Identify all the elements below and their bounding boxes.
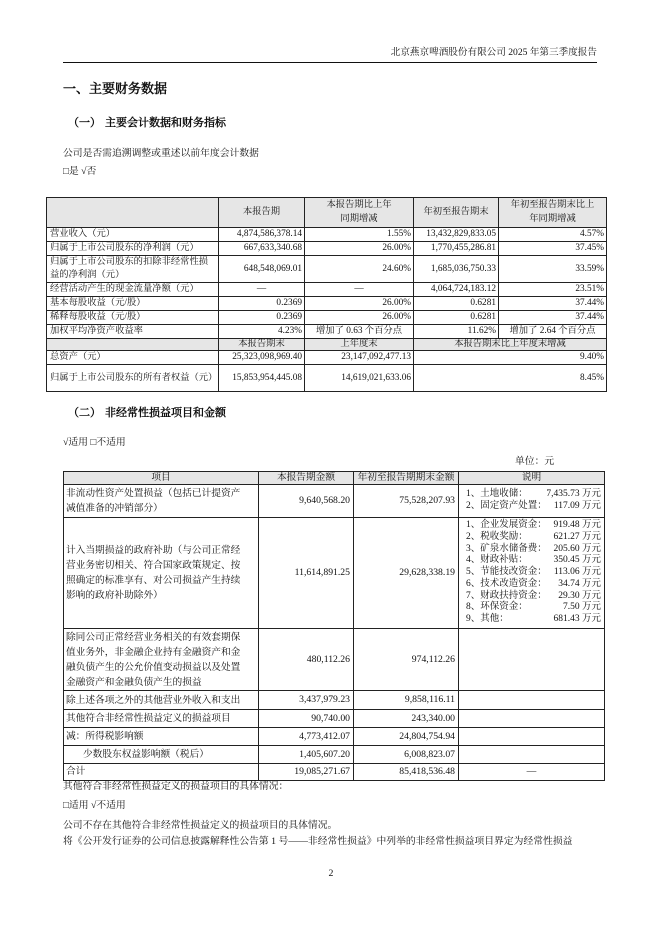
table-row [64,518,605,629]
table-row [47,256,607,283]
note-label: 2、税收奖励： [466,532,528,543]
other-items-applicability: □适用 √不适用 [63,800,126,811]
current-period-yoy: 24.60% [305,256,414,283]
current-period-value: 0.2369 [219,311,305,325]
header-current-amount: 本报告期金额 [259,472,354,485]
current-amount: 11,614,891.25 [259,518,354,629]
table-row [47,311,607,325]
restatement-question: 公司是否需追溯调整或重述以前年度会计数据 [63,148,259,159]
row-label [64,728,259,746]
row-label [47,351,219,365]
note-label: 8、环保资金： [466,602,528,613]
note-value: 34.74 万元 [558,578,601,589]
note-line [466,489,601,501]
current-period-value: 648,548,069.01 [219,256,305,283]
note-label: 1、企业发展资金： [466,520,547,531]
subsection-heading-2 [68,406,226,420]
note-line [466,591,601,603]
header-cell-blank [47,198,219,228]
current-amount: 3,437,979.23 [259,691,354,710]
table-row [64,746,605,764]
ytd-value: 11.62% [414,325,499,339]
key-financial-data-table [46,197,607,392]
note-cell [459,518,605,629]
header-cell-blank [47,339,219,351]
current-period-yoy: 26.00% [305,242,414,256]
header-text: 本报告期比上年同期增减 [326,200,392,224]
table-row [64,728,605,746]
note-label: 4、财政补贴： [466,555,528,566]
note-line [466,579,601,591]
row-label-text: 其他符合非经常性损益定义的损益项目 [66,713,231,724]
row-label-text: 经营活动产生的现金流量净额（元） [50,284,199,294]
total-label: 合计 [64,764,259,781]
ytd-amount: 75,528,207.93 [354,485,459,518]
row-label-text: 除上述各项之外的其他营业外收入和支出 [66,694,241,706]
page-number: 2 [328,868,334,879]
table-row [47,228,607,242]
row-label-text: 加权平均净资产收益率 [50,326,143,336]
note-cell [459,746,605,764]
header-item: 项目 [64,472,259,485]
row-label-text: 归属于上市公司股东的所有者权益（元） [50,372,218,383]
row-label-text: 营业收入（元） [50,229,116,239]
table-row [64,485,605,518]
note-value: 621.27 万元 [553,532,601,543]
row-label-text: 归属于上市公司股东的扣除非经常性损益的净利润（元） [50,257,209,280]
row-label [64,485,259,518]
current-amount: 9,640,568.20 [259,485,354,518]
note-value: 7,435.73 万元 [546,489,601,500]
note-label: 6、技术改造资金： [466,578,547,589]
period-end-value: 25,323,098,969.40 [219,351,305,365]
applicability-status: √适用 □不适用 [63,437,126,448]
change-value: 8.45% [414,365,607,392]
ytd-value: 1,770,455,286.81 [414,242,499,256]
report-header-title: 北京燕京啤酒股份有限公司 2025 年第三季度报告 [390,47,597,58]
header-note: 说明 [459,472,605,485]
table-row [47,242,607,256]
note-cell [459,629,605,691]
current-amount: 1,405,607.20 [259,746,354,764]
subsection-heading-1 [68,116,226,130]
ytd-amount: 24,804,754.94 [354,728,459,746]
ytd-yoy: 33.59% [499,256,607,283]
header-ytd-yoy [499,198,607,228]
row-label [64,746,259,764]
current-period-yoy: 26.00% [305,311,414,325]
current-amount: 4,773,412.07 [259,728,354,746]
row-label-text: 计入当期损益的政府补助（与公司正常经营业务密切相关、符合国家政策规定、按照确定的标准享有、对公司损益产生持续影响的政府补助除外） [66,545,241,601]
table-header-row [47,198,607,228]
row-label [47,325,219,339]
note-line [466,555,601,567]
subsection-title: 非经常性损益项目和金额 [105,407,226,419]
table-row [47,297,607,311]
header-rule [63,62,597,63]
row-label [47,283,219,297]
ytd-value: 13,432,829,833.05 [414,228,499,242]
note-line [466,567,601,579]
current-period-yoy: 增加了 0.63 个百分点 [305,325,414,339]
row-label [64,518,259,629]
ytd-yoy: 23.51% [499,283,607,297]
row-label-text: 基本每股收益（元/股） [50,298,146,308]
current-period-value: — [219,283,305,297]
ytd-value: 1,685,036,750.33 [414,256,499,283]
reclassification-text: 将《公开发行证券的公司信息披露解释性公告第 1 号——非经常性损益》中列举的非经常性损益项目界定为经常性损益 [63,836,573,847]
row-label-text: 非流动性资产处置损益（包括已计提资产减值准备的冲销部分） [66,488,241,514]
subsection-number: （一） [68,117,101,129]
table-row [47,351,607,365]
header-text: 年初至报告期末比上年同期增减 [510,200,595,224]
note-cell [459,691,605,710]
current-period-value: 667,633,340.68 [219,242,305,256]
change-value: 9.40% [414,351,607,365]
row-label [47,311,219,325]
ytd-amount: 974,112.26 [354,629,459,691]
header-current-period-yoy [305,198,414,228]
note-cell [459,485,605,518]
note-value: 29.30 万元 [558,590,601,601]
note-line [466,520,601,532]
note-value: 7.50 万元 [562,602,601,613]
note-value: 681.43 万元 [553,613,601,624]
row-label-text: 稀释每股收益（元/股） [50,312,146,322]
row-label [64,691,259,710]
note-cell [459,728,605,746]
ytd-yoy: 37.45% [499,242,607,256]
current-period-value: 4.23% [219,325,305,339]
ytd-yoy: 37.44% [499,297,607,311]
note-line [466,602,601,614]
row-label-text: 减：所得税影响额 [66,731,144,742]
table-row [47,365,607,392]
header-change: 本报告期末比上年度末增减 [414,339,607,351]
table-row [64,691,605,710]
total-note: — [459,764,605,781]
note-label: 1、土地收储： [466,489,528,500]
row-label-text: 除同公司正常经营业务相关的有效套期保值业务外，非金融企业持有金融资产和金融负债产生的公允价值变动损益以及处置金融资产和金融负债产生的损益 [66,631,241,688]
header-current-period: 本报告期 [219,198,305,228]
note-value: 350.45 万元 [553,555,601,566]
header-prior-year-end: 上年度末 [305,339,414,351]
ytd-yoy: 增加了 2.64 个百分点 [499,325,607,339]
period-end-value: 15,853,954,445.08 [219,365,305,392]
table-row [64,710,605,728]
row-label [47,256,219,283]
ytd-amount: 6,008,823.07 [354,746,459,764]
subsection-number: （二） [68,407,101,419]
note-label: 9、其他： [466,613,509,624]
note-line [466,532,601,544]
note-cell [459,710,605,728]
ytd-value: 0.6281 [414,297,499,311]
section-title: 一、主要财务数据 [63,81,168,96]
note-value: 205.60 万元 [553,543,601,554]
table-row [64,629,605,691]
total-current-amount: 19,085,271.67 [259,764,354,781]
other-items-statement: 公司不存在其他符合非经常性损益定义的损益项目的具体情况。 [63,820,338,831]
restatement-answer: □是 √否 [63,166,97,177]
ytd-amount: 29,628,338.19 [354,518,459,629]
note-line [466,614,601,626]
table-row [47,325,607,339]
current-period-value: 4,874,586,378.14 [219,228,305,242]
table-header-row [64,472,605,485]
ytd-amount: 9,858,116.11 [354,691,459,710]
note-label: 2、固定资产处置： [466,501,547,511]
row-label [64,710,259,728]
table-total-row [64,764,605,781]
current-amount: 480,112.26 [259,629,354,691]
prior-year-end-value: 14,619,021,633.06 [305,365,414,392]
row-label [47,228,219,242]
current-period-yoy: 1.55% [305,228,414,242]
row-label [47,242,219,256]
row-label-text: 总资产（元） [50,352,106,362]
table-row [47,283,607,297]
note-value: 117.09 万元 [553,501,601,511]
ytd-yoy: 37.44% [499,311,607,325]
current-period-yoy: 26.00% [305,297,414,311]
ytd-yoy: 4.57% [499,228,607,242]
ytd-value: 4,064,724,183.12 [414,283,499,297]
header-period-end: 本报告期末 [219,339,305,351]
current-period-value: 0.2369 [219,297,305,311]
header-ytd: 年初至报告期末 [414,198,499,228]
subsection-title: 主要会计数据和财务指标 [105,117,226,129]
row-label [47,297,219,311]
current-period-yoy: — [305,283,414,297]
note-label: 5、节能技改资金： [466,567,547,578]
row-label-text: 少数股东权益影响额（税后） [83,749,209,760]
note-line [466,544,601,556]
current-amount: 90,740.00 [259,710,354,728]
header-ytd-amount: 年初至报告期期末金额 [354,472,459,485]
row-label-text: 归属于上市公司股东的净利润（元） [50,243,199,253]
row-label [47,365,219,392]
ytd-amount: 243,340.00 [354,710,459,728]
note-value: 919.48 万元 [553,520,601,531]
note-value: 113.06 万元 [553,567,601,578]
other-items-title: 其他符合非经常性损益定义的损益项目的具体情况： [63,781,289,792]
note-line [466,501,601,513]
table-header-row-2 [47,339,607,351]
total-ytd-amount: 85,418,536.48 [354,764,459,781]
note-label: 7、财政扶持资金： [466,590,547,601]
non-recurring-items-table [63,471,605,781]
unit-label: 单位：元 [515,456,555,467]
prior-year-end-value: 23,147,092,477.13 [305,351,414,365]
note-label: 3、矿泉水储备费： [466,543,547,554]
ytd-value: 0.6281 [414,311,499,325]
row-label [64,629,259,691]
